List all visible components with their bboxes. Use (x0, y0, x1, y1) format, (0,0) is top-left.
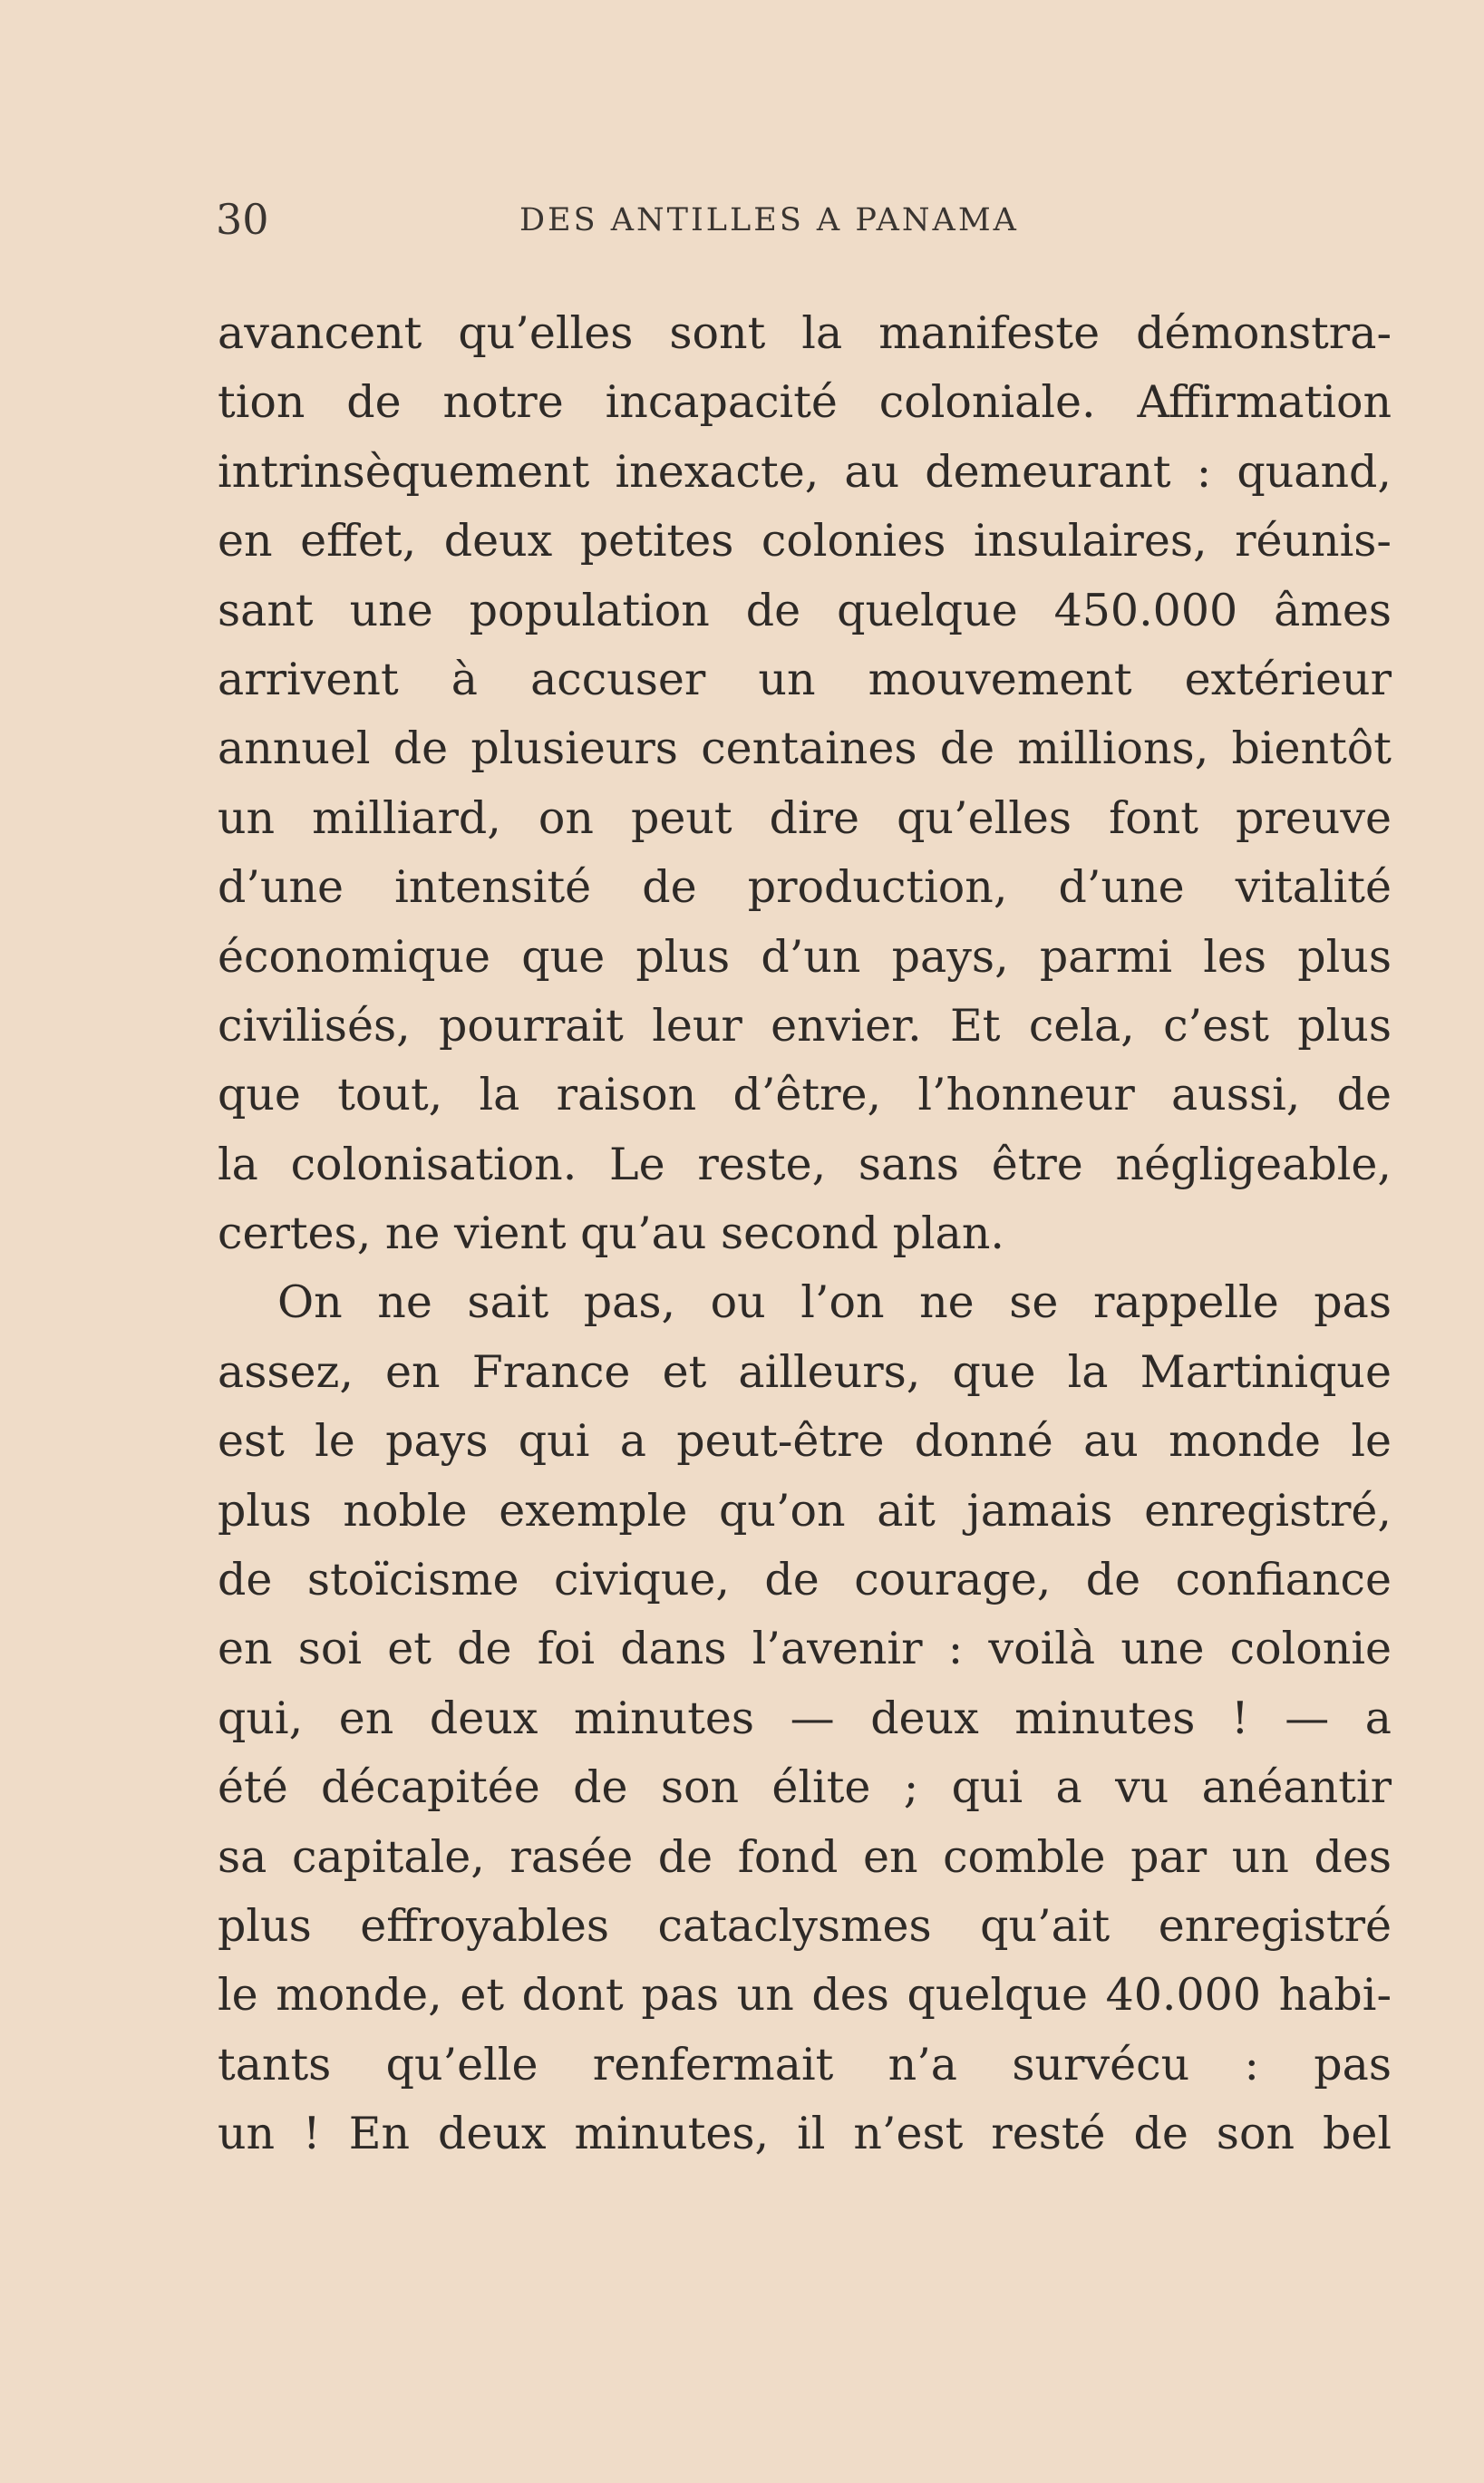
text-line: arrivent à accuser un mouvement extérieur (218, 653, 1392, 705)
text-line: la colonisation. Le reste, sans être négligeable, (218, 1138, 1392, 1190)
text-line: économique que plus d’un pays, parmi les plus (218, 930, 1392, 983)
body-text (218, 299, 1392, 2169)
text-line: plus effroyables cataclysmes qu’ait enregistré (218, 1899, 1392, 1952)
text-line: est le pays qui a peut-être donné au monde le (218, 1415, 1392, 1468)
text-line: en effet, deux petites colonies insulaires, réunis- (218, 515, 1392, 567)
text-line: tants qu’elle renfermait n’a survécu : pas (218, 2038, 1392, 2090)
text-line: civilisés, pourrait leur envier. Et cela, c’est plus (218, 999, 1392, 1052)
text-line: annuel de plusieurs centaines de millions, bientôt (218, 723, 1392, 775)
text-line: en soi et de foi dans l’avenir : voilà une colonie (218, 1623, 1392, 1675)
page-number: 30 (216, 195, 269, 244)
text-line: le monde, et dont pas un des quelque 40.000 habi- (218, 1969, 1392, 2022)
text-line: un ! En deux minutes, il n’est resté de son bel (218, 2108, 1392, 2160)
text-line: assez, en France et ailleurs, que la Martinique (218, 1345, 1392, 1398)
text-line: On ne sait pas, ou l’on ne se rappelle pas (277, 1276, 1392, 1329)
text-line: été décapitée de son élite ; qui a vu anéantir (218, 1761, 1392, 1814)
text-line: plus noble exemple qu’on ait jamais enregistré, (218, 1484, 1392, 1537)
text-line: que tout, la raison d’être, l’honneur aussi, de (218, 1069, 1392, 1121)
text-line: tion de notre incapacité coloniale. Affirmation (218, 376, 1392, 429)
running-title: DES ANTILLES A PANAMA (519, 202, 1019, 238)
text-line: certes, ne vient qu’au second plan. (218, 1208, 1004, 1260)
text-line: qui, en deux minutes — deux minutes ! — a (218, 1692, 1392, 1744)
text-line: intrinsèquement inexacte, au demeurant : quand, (218, 445, 1392, 498)
page-header (216, 192, 1394, 247)
text-line: avancent qu’elles sont la manifeste démonstra- (218, 307, 1392, 359)
text-line: sa capitale, rasée de fond en comble par un des (218, 1830, 1392, 1883)
text-line: sant une population de quelque 450.000 âmes (218, 584, 1392, 636)
text-line: de stoïcisme civique, de courage, de confiance (218, 1554, 1392, 1606)
text-line: d’une intensité de production, d’une vitalité (218, 861, 1392, 914)
text-line: un milliard, on peut dire qu’elles font preuve (218, 791, 1392, 844)
